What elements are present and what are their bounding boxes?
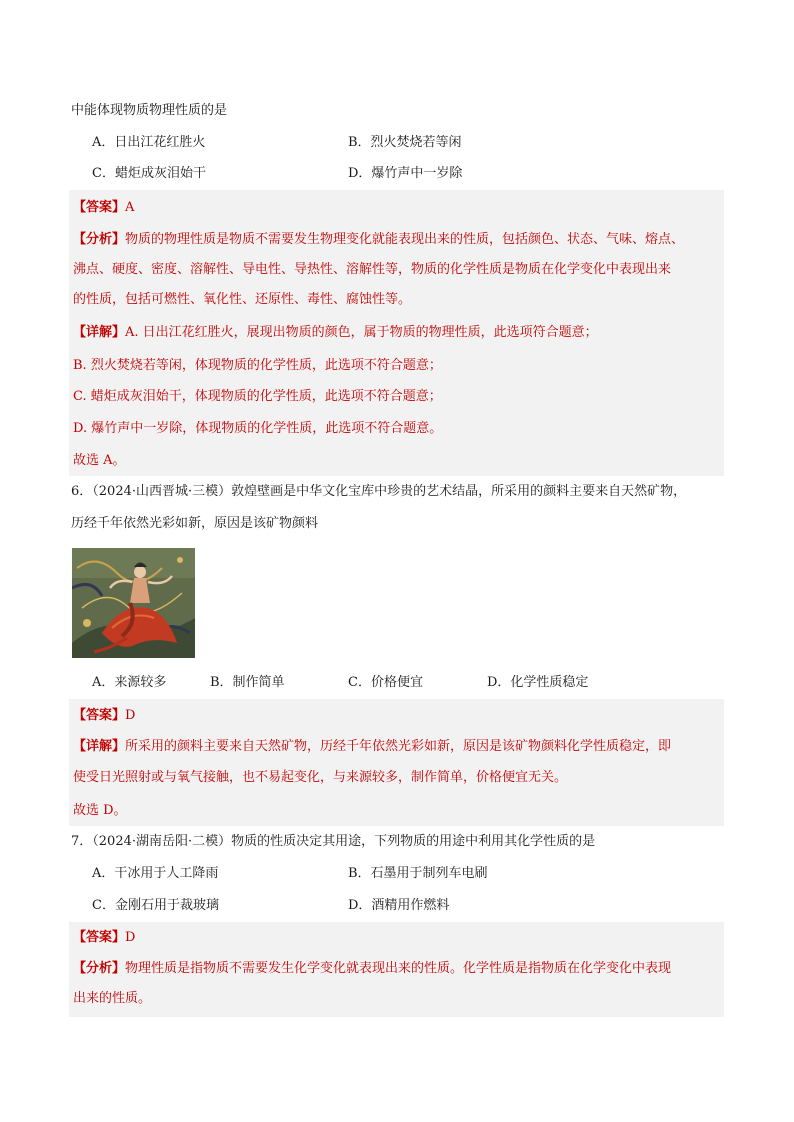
q7-answer-line: [73, 929, 135, 947]
q6-detail-line-2: 使受日光照射或与氧气接触，也不易起变化，与来源较多，制作简单，价格便宜无关。: [73, 770, 568, 785]
q6-option-a: A．来源较多: [92, 675, 167, 690]
q6-stem-line-2: 历经千年依然光彩如新，原因是该矿物颜料: [71, 516, 319, 531]
q6-option-c: C．价格便宜: [348, 675, 423, 690]
q5-stem: 中能体现物质物理性质的是: [71, 103, 228, 118]
answer-tag: 【答案】: [73, 708, 126, 723]
detail-text: 所采用的颜料主要来自天然矿物，历经千年依然光彩如新，原因是该矿物颜料化学性质稳定，即: [125, 739, 672, 754]
q5-detail-line-1: [73, 324, 598, 342]
detail-text: A. 日出江花红胜火，展现出物质的颜色，属于物质的物理性质，此选项符合题意；: [125, 325, 598, 340]
q5-detail-line-2: B. 烈火焚烧若等闲，体现物质的化学性质，此选项不符合题意；: [73, 358, 442, 373]
q5-option-c: C．蜡炬成灰泪始干: [92, 166, 206, 181]
answer-value: A: [125, 200, 135, 215]
q5-option-a: A．日出江花红胜火: [92, 135, 206, 150]
q6-stem-line-1: 6．（2024·山西晋城·三模）敦煌壁画是中华文化宝库中珍贵的艺术结晶，所采用的颜料主要来自天然矿物，: [71, 484, 687, 499]
q7-option-b: B．石墨用于制列车电刷: [348, 866, 488, 881]
analysis-text: 物理性质是指物质不需要发生化学变化就表现出来的性质。化学性质是指物质在化学变化中表现: [125, 961, 672, 976]
q5-detail-line-4: D. 爆竹声中一岁除，体现物质的化学性质，此选项不符合题意。: [73, 421, 443, 436]
q5-option-d: D．爆竹声中一岁除: [348, 166, 463, 181]
detail-tag: 【详解】: [73, 739, 126, 754]
q6-solution-box: [69, 699, 724, 826]
q6-answer-line: [73, 707, 135, 725]
q5-detail-line-3: C. 蜡炬成灰泪始干，体现物质的化学性质，此选项不符合题意；: [73, 389, 442, 404]
q5-answer-line: [73, 199, 134, 217]
q7-analysis-line-1: [73, 960, 671, 978]
q5-solution-box: [69, 190, 724, 476]
analysis-tag: 【分析】: [73, 961, 126, 976]
answer-tag: 【答案】: [73, 200, 126, 215]
analysis-tag: 【分析】: [73, 232, 126, 247]
dunhuang-mural-image: [72, 548, 195, 658]
detail-tag: 【详解】: [73, 325, 126, 340]
answer-tag: 【答案】: [73, 930, 126, 945]
q5-analysis-line-1: [73, 231, 684, 249]
q7-option-c: C．金刚石用于裁玻璃: [92, 898, 219, 913]
analysis-text: 物质的物理性质是物质不需要发生物理变化就能表现出来的性质，包括颜色、状态、气味、熔点、: [125, 232, 685, 247]
q7-option-a: A．干冰用于人工降雨: [92, 866, 219, 881]
q5-analysis-line-2: 沸点、硬度、密度、溶解性、导电性、导热性、溶解性等，物质的化学性质是物质在化学变化中表现出来: [73, 262, 672, 277]
q7-analysis-line-2: 出来的性质。: [73, 991, 152, 1006]
q5-conclusion: 故选 A。: [73, 453, 126, 468]
q7-option-d: D．酒精用作燃料: [348, 898, 450, 913]
q6-option-d: D．化学性质稳定: [487, 675, 589, 690]
answer-value: D: [125, 930, 136, 945]
q5-analysis-line-3: 的性质，包括可燃性、氧化性、还原性、毒性、腐蚀性等。: [73, 292, 412, 307]
answer-value: D: [125, 708, 136, 723]
q5-option-b: B．烈火焚烧若等闲: [348, 135, 462, 150]
q6-detail-line-1: [73, 738, 671, 756]
q6-conclusion: 故选 D。: [73, 803, 127, 818]
q6-option-b: B．制作简单: [210, 675, 285, 690]
q7-solution-box: [69, 922, 724, 1017]
q7-stem: 7．（2024·湖南岳阳·二模）物质的性质决定其用途，下列物质的用途中利用其化学性质的是: [71, 834, 596, 849]
